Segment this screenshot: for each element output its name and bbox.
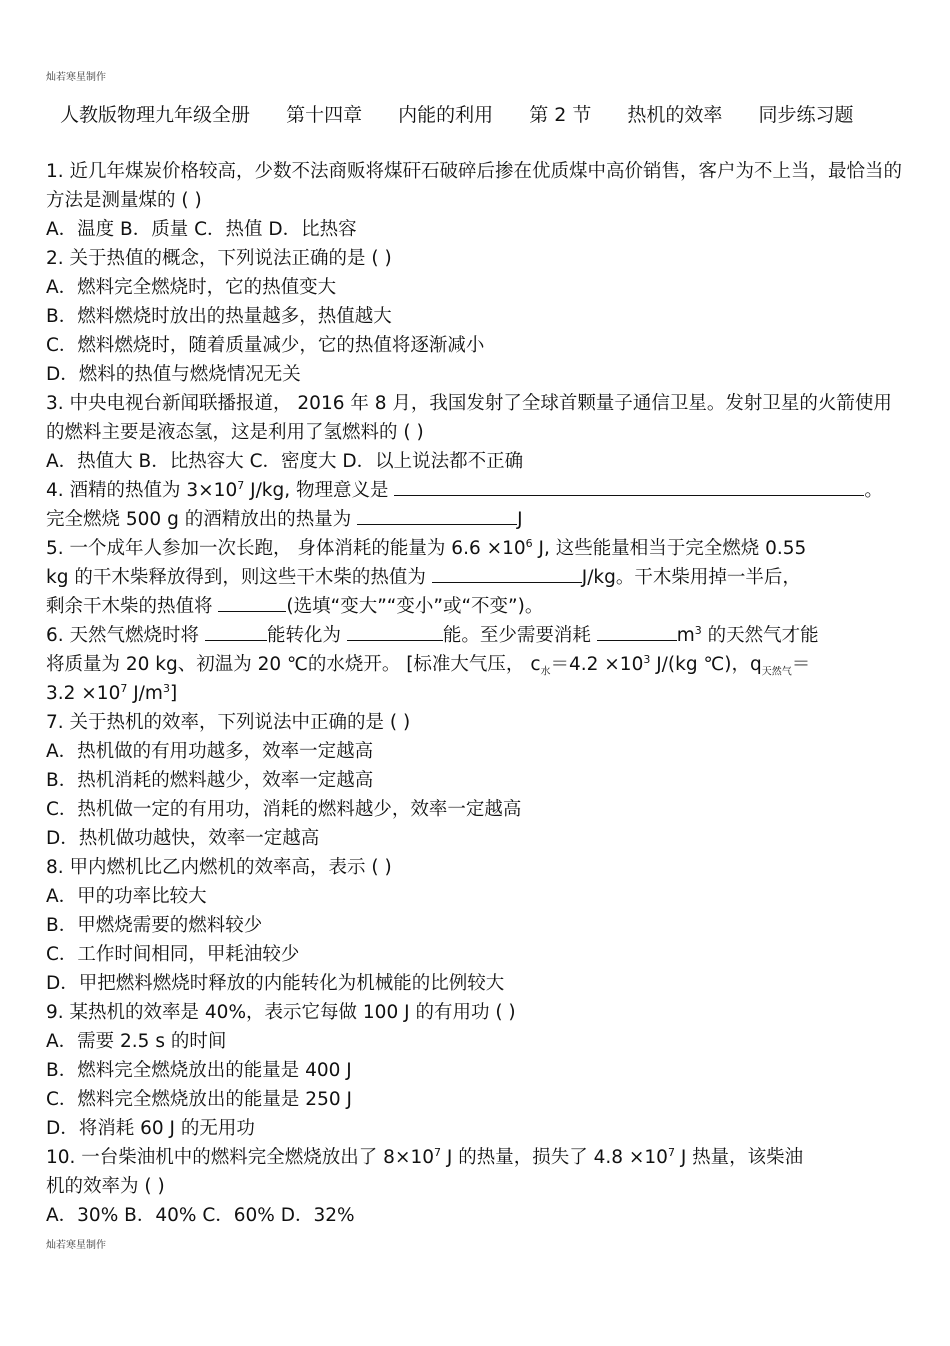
- question-8-option-a: A．甲的功率比较大: [46, 886, 207, 907]
- question-8-option-b: B．甲燃烧需要的燃料较少: [46, 915, 263, 936]
- question-8-option-d: D．甲把燃料燃烧时释放的内能转化为机械能的比例较大: [46, 973, 505, 994]
- q10-text: J 的热量，损失了 4.8 ×10: [441, 1147, 668, 1168]
- question-7-stem: 7. 关于热机的效率，下列说法中正确的是 ( ): [46, 712, 411, 733]
- q6-text: ＝4.2 ×10: [550, 654, 644, 675]
- q5-text: kg 的干木柴释放得到，则这些干木柴的热值为: [46, 567, 426, 588]
- title-suffix: 同步练习题: [758, 104, 854, 126]
- question-7-option-a: A．热机做的有用功越多，效率一定越高: [46, 741, 374, 762]
- question-9-option-b: B．燃料完全燃烧放出的能量是 400 J: [46, 1060, 352, 1081]
- q6-text: 能。至少需要消耗: [442, 625, 591, 646]
- question-1-stem: 1. 近几年煤炭价格较高，少数不法商贩将煤矸石破碎后掺在优质煤中高价销售，客户为不上当，最恰当的方法是测量煤的 ( ): [46, 161, 903, 211]
- question-9-stem: 9. 某热机的效率是 40%，表示它每做 100 J 的有用功 ( ): [46, 1002, 516, 1023]
- q6-text: ＝: [791, 654, 811, 675]
- question-list: [46, 157, 908, 1230]
- q5-text: 剩余干木柴的热值将: [46, 596, 213, 617]
- q6-text: 能转化为: [266, 625, 341, 646]
- q6-exponent: 3: [162, 681, 170, 695]
- question-5-line-1: [46, 534, 908, 563]
- watermark-top: 灿若寒星制作: [46, 72, 106, 83]
- page-title: [60, 100, 900, 127]
- question-3-stem: 3. 中央电视台新闻联播报道， 2016 年 8 月，我国发射了全球首颗量子通信卫星。发射卫星的火箭使用的燃料主要是液态氢，这是利用了氢燃料的 ( ): [46, 393, 892, 443]
- question-9-option-a: A．需要 2.5 s 的时间: [46, 1031, 227, 1052]
- q6-blank-volume[interactable]: [597, 622, 677, 641]
- q6-subscript: 水: [540, 666, 551, 678]
- q6-exponent: 3: [643, 652, 651, 666]
- title-section: 第 2 节: [529, 104, 592, 126]
- question-7-option-c: C．热机做一定的有用功，消耗的燃料越少，效率一定越高: [46, 799, 522, 820]
- question-6-line-1: [46, 621, 908, 650]
- question-4-line-2: [46, 505, 908, 534]
- q4-text: 4. 酒精的热值为 3×10: [46, 480, 238, 501]
- q5-text: (选填“变大”“变小”或“不变”)。: [286, 596, 544, 617]
- q6-text: 6. 天然气燃烧时将: [46, 625, 200, 646]
- question-6-line-3: [46, 679, 908, 708]
- q6-exponent: 7: [120, 681, 128, 695]
- question-9-option-d: D．将消耗 60 J 的无用功: [46, 1118, 255, 1139]
- question-4-line-1: [46, 476, 908, 505]
- q5-blank-heat-value[interactable]: [432, 564, 582, 583]
- q5-exponent: 6: [525, 536, 533, 550]
- watermark-bottom: 灿若寒星制作: [46, 1240, 106, 1251]
- q6-text: 的天然气才能: [701, 625, 819, 646]
- question-2-option-c: C．燃料燃烧时，随着质量减少，它的热值将逐渐减小: [46, 335, 485, 356]
- question-7-option-d: D．热机做功越快，效率一定越高: [46, 828, 320, 849]
- question-8-option-c: C．工作时间相同，甲耗油较少: [46, 944, 300, 965]
- question-9-option-c: C．燃料完全燃烧放出的能量是 250 J: [46, 1089, 352, 1110]
- q6-exponent: 3: [694, 623, 702, 637]
- q6-text: 将质量为 20 kg、初温为 20 ℃的水烧开。 [标准大气压， c: [46, 654, 541, 675]
- q4-text: J/kg, 物理意义是: [244, 480, 389, 501]
- question-3-options: A．热值大 B．比热容大 C．密度大 D．以上说法都不正确: [46, 451, 524, 472]
- question-10-options: A．30% B．40% C．60% D．32%: [46, 1205, 355, 1226]
- question-10-line-2: 机的效率为 ( ): [46, 1176, 165, 1197]
- q6-text: J/(kg ℃)，q: [650, 654, 762, 675]
- question-2-option-a: A．燃料完全燃烧时，它的热值变大: [46, 277, 337, 298]
- q10-exponent: 7: [667, 1145, 675, 1159]
- question-2-option-b: B．燃料燃烧时放出的热量越多，热值越大: [46, 306, 392, 327]
- q6-unit: m: [676, 625, 695, 646]
- q10-exponent: 7: [434, 1145, 441, 1159]
- question-1-options: A．温度 B．质量 C．热值 D．比热容: [46, 219, 357, 240]
- q4-blank-meaning[interactable]: [394, 477, 864, 496]
- question-8-stem: 8. 甲内燃机比乙内燃机的效率高，表示 ( ): [46, 857, 392, 878]
- q5-text: 5. 一个成年人参加一次长跑， 身体消耗的能量为 6.6 ×10: [46, 538, 526, 559]
- title-chapter: 第十四章: [286, 104, 363, 126]
- title-book: 人教版物理九年级全册: [60, 104, 251, 126]
- q10-text: J 热量，该柴油: [674, 1147, 804, 1168]
- question-6-line-2: [46, 650, 908, 679]
- q6-text: ]: [169, 683, 178, 704]
- q4-blank-heat[interactable]: [357, 506, 517, 525]
- q4-exponent: 7: [237, 478, 245, 492]
- question-2-option-d: D．燃料的热值与燃烧情况无关: [46, 364, 301, 385]
- question-7-option-b: B．热机消耗的燃料越少，效率一定越高: [46, 770, 374, 791]
- q10-text: 10. 一台柴油机中的燃料完全燃烧放出了 8×10: [46, 1147, 434, 1168]
- q4-text: 。: [864, 480, 883, 501]
- question-5-line-3: [46, 592, 908, 621]
- title-chapter-name: 内能的利用: [398, 104, 494, 126]
- question-10-line-1: [46, 1143, 908, 1172]
- q4-unit: J: [517, 509, 523, 530]
- q5-blank-change[interactable]: [218, 593, 286, 612]
- q6-subscript: 天然气: [761, 666, 792, 678]
- question-2-stem: 2. 关于热值的概念，下列说法正确的是 ( ): [46, 248, 392, 269]
- q5-text: J/kg。干木柴用掉一半后，: [581, 567, 801, 588]
- q5-text: J, 这些能量相当于完全燃烧 0.55: [532, 538, 807, 559]
- question-5-line-2: [46, 563, 908, 592]
- title-section-name: 热机的效率: [627, 104, 723, 126]
- q6-text: 3.2 ×10: [46, 683, 121, 704]
- q6-text: J/m: [127, 683, 163, 704]
- q6-blank-energy-1[interactable]: [205, 622, 267, 641]
- q4-text: 完全燃烧 500 g 的酒精放出的热量为: [46, 509, 352, 530]
- q6-blank-energy-2[interactable]: [347, 622, 443, 641]
